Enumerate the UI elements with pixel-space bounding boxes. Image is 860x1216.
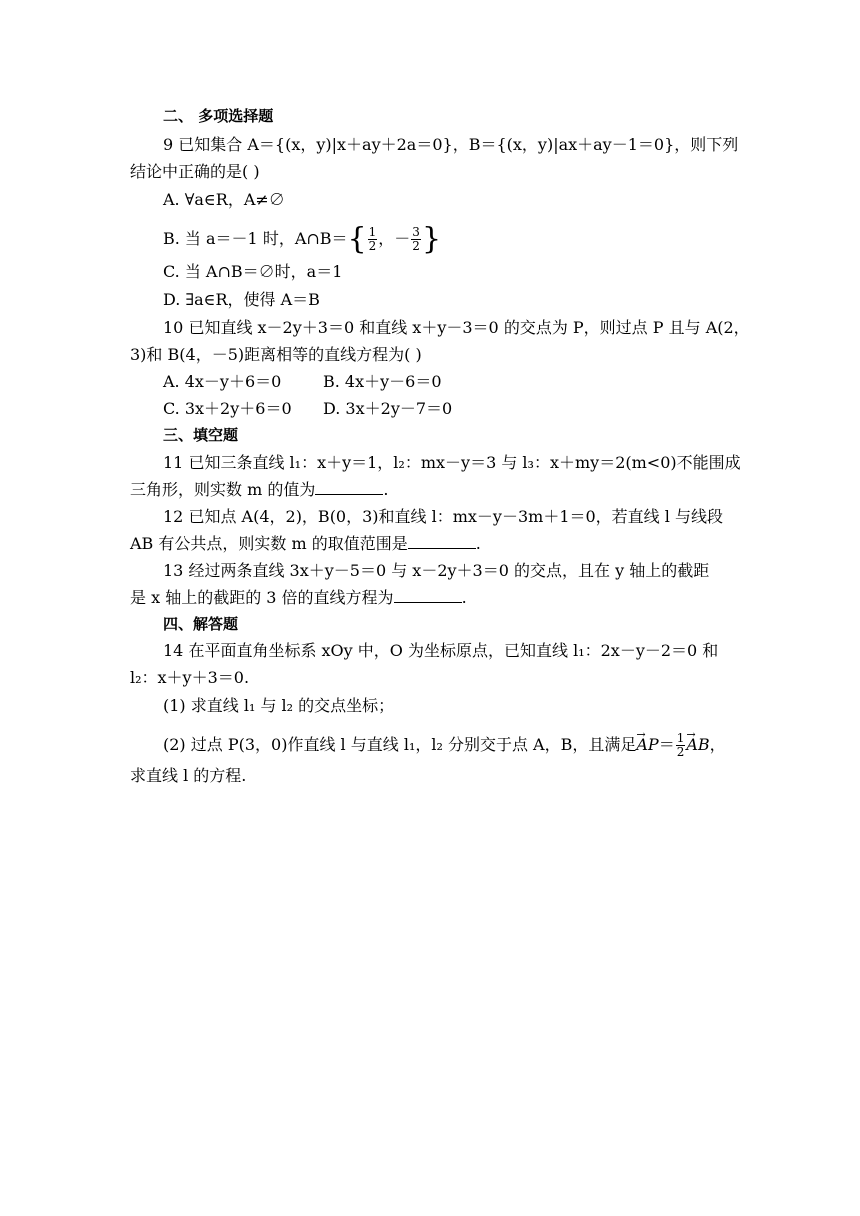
q9-option-b-text: B. 当 a＝－1 时，A∩B＝ — [163, 229, 348, 248]
q10-line1: 10 已知直线 x－2y＋3＝0 和直线 x＋y－3＝0 的交点为 P，则过点 P 且与 A(2， — [163, 318, 750, 337]
fraction-denominator: 2 — [412, 239, 420, 253]
q10-option-c: C. 3x＋2y＋6＝0 — [163, 399, 292, 418]
answer-blank — [408, 534, 476, 549]
q11-line1: 11 已知三条直线 l₁：x＋y＝1，l₂：mx－y＝3 与 l₃：x＋my＝2(m<0)不能围成 — [163, 453, 741, 472]
q10-option-a: A. 4x－y＋6＝0 — [163, 372, 282, 391]
q12-line1: 12 已知点 A(4，2)，B(0，3)和直线 l：mx－y－3m＋1＝0，若直线 l 与线段 — [163, 507, 723, 526]
q12-line2 — [130, 534, 481, 554]
section-heading-solution: 四、解答题 — [163, 615, 239, 633]
equals-sign: ＝ — [658, 735, 675, 754]
section-heading-fill-blank: 三、填空题 — [163, 426, 239, 444]
left-brace: { — [347, 221, 367, 257]
q10-option-d: D. 3x＋2y－7＝0 — [323, 399, 453, 418]
fraction-numerator: 1 — [368, 225, 377, 239]
q14-line1: 14 在平面直角坐标系 xOy 中，O 为坐标原点，已知直线 l₁：2x－y－2＝0 和 — [163, 641, 719, 660]
vector-ap: → AP — [636, 735, 658, 755]
q13-period: . — [461, 588, 467, 607]
q9-option-d: D. ∃a∈R，使得 A＝B — [163, 290, 320, 309]
answer-blank — [394, 588, 462, 603]
answer-blank — [315, 480, 383, 495]
q12-line2-text: AB 有公共点，则实数 m 的取值范围是 — [130, 534, 408, 553]
q14-part2-text: (2) 过点 P(3，0)作直线 l 与直线 l₁，l₂ 分别交于点 A，B，且满足 — [163, 735, 637, 754]
right-brace: } — [421, 221, 442, 257]
q14-part2 — [163, 732, 726, 759]
q10-line2: 3)和 B(4，－5)距离相等的直线方程为( ) — [130, 345, 422, 364]
fraction-denominator: 2 — [676, 745, 685, 759]
q13-line2-text: 是 x 轴上的截距的 3 倍的直线方程为 — [130, 588, 394, 607]
q9-line1: 9 已知集合 A＝{(x，y)|x＋ay＋2a＝0}，B＝{(x，y)|ax＋ay－1＝0}，则下列 — [163, 135, 739, 154]
q9-option-b: B. 当 a＝－1 时，A∩B＝{ $\frac{1}{2}$ ，－ $\frac{3}{2}$ } — [163, 221, 442, 257]
q14-line2: l₂：x＋y＋3＝0. — [130, 668, 250, 687]
q11-line2 — [130, 480, 388, 500]
q12-period: . — [475, 534, 481, 553]
q9-option-a: A. ∀a∈R，A≠∅ — [163, 190, 285, 209]
q14-part2-cont: 求直线 l 的方程. — [130, 766, 247, 785]
q10-option-b: B. 4x＋y－6＝0 — [323, 372, 442, 391]
fraction-1 — [368, 226, 378, 253]
vector-ab: → AB — [686, 735, 709, 755]
q13-line2 — [130, 588, 467, 608]
fraction-half — [676, 732, 686, 759]
fraction-numerator: 1 — [676, 731, 685, 745]
q11-period: . — [383, 480, 389, 499]
fraction-2 — [411, 226, 421, 253]
q13-line1: 13 经过两条直线 3x＋y－5＝0 与 x－2y＋3＝0 的交点，且在 y 轴上的截距 — [163, 561, 710, 580]
q9-line2: 结论中正确的是( ) — [130, 162, 260, 181]
q14-part2-comma: ， — [709, 735, 726, 754]
q11-line2-text: 三角形，则实数 m 的值为 — [130, 480, 316, 499]
section-heading-multiple-choice: 二、 多项选择题 — [163, 107, 274, 125]
q9-option-c: C. 当 A∩B＝∅时，a＝1 — [163, 262, 343, 281]
q14-part1: (1) 求直线 l₁ 与 l₂ 的交点坐标； — [163, 696, 395, 715]
fraction-numerator: 3 — [412, 225, 420, 239]
fraction-denominator: 2 — [368, 239, 377, 253]
